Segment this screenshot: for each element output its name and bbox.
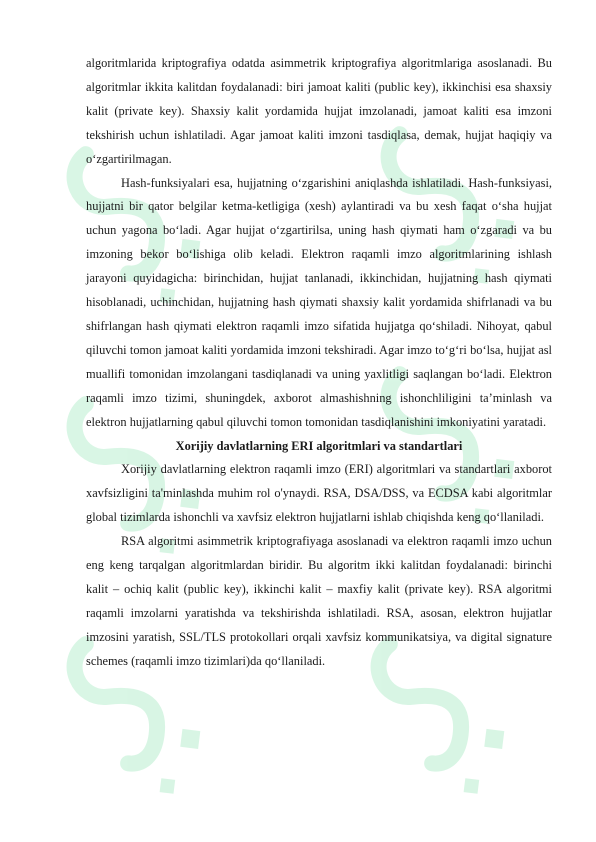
section-heading: Xorijiy davlatlarning ERI algoritmlari va standartlari [175, 438, 463, 453]
paragraph: Hash-funksiyalari esa, hujjatning o‘zgarishini aniqlashda ishlatiladi. Hash-funksiyasi, hujjatni bir qator belgilar ketma-ketligiga (xesh) aylantiradi va bu xesh faqat o‘sha hujjat uchun yagona bo‘ladi. Agar hujjat o‘zgartirilsa, uning hash qiymati ham o‘zgaradi va bu imzoning bekor bo‘lishiga olib keladi. Elektron raqamli imzo algoritmlarining ishlash jarayoni quyidagicha: birinchidan, hujjat tanlanadi, ikkinchidan, hujjatning hash qiymati hisoblanadi, uchinchidan, hujjatning hash qiymati shaxsiy kalit yordamida shifrlanadi va bu shifrlangan hash qiymati elektron raqamli imzo sifatida hujjatga qo‘shiladi. Nihoyat, qabul qiluvchi tomon jamoat kaliti yordamida imzoni tekshiradi. Agar imzo to‘g‘ri bo‘lsa, hujjat asl muallifi tomonidan imzolangani tasdiqlanadi va uning yaxlitligi saqlangan bo‘ladi. Elektron raqamli imzo tizimi, shuningdek, axborot almashishning ishonchliligini ta’minlash va elektron hujjatlarning qabul qiluvchi tomon tomonidan tasdiqlanishini imkoniyatini yaratadi. [86, 175, 552, 429]
document-body [86, 52, 552, 674]
paragraph: RSA algoritmi asimmetrik kriptografiyaga asoslanadi va elektron raqamli imzo uchun eng keng tarqalgan algoritmlardan biridir. Bu algoritm ikki kalitdan foydalanadi: birinchi kalit – ochiq kalit (public key), ikkinchi kalit – maxfiy kalit (private key). RSA algoritmi raqamli imzolarni yaratishda va tekshirishda ishlatiladi. RSA, asosan, elektron hujjatlar imzosini yaratish, SSL/TLS protokollari orqali xavfsiz kommunikatsiya, va digital signature schemes (raqamli imzo tizimlari)da qo‘llaniladi. [86, 534, 552, 668]
paragraph: Xorijiy davlatlarning elektron raqamli imzo (ERI) algoritmlari va standartlari axborot xavfsizligini ta'minlashda muhim rol o'ynaydi. RSA, DSA/DSS, va ECDSA kabi algoritmlar global tizimlarda ishonchli va xavfsiz elektron hujjatlarni ishlab chiqishda keng qo‘llaniladi. [86, 462, 552, 525]
paragraph: algoritmlarida kriptografiya odatda asimmetrik kriptografiya algoritmlariga asoslanadi. Bu algoritmlar ikkita kalitdan foydalanadi: biri jamoat kaliti (public key), ikkinchisi esa shaxsiy kalit (private key). Shaxsiy kalit yordamida hujjat imzolanadi, jamoat kaliti esa imzoni tekshirish uchun ishlatiladi. Agar jamoat kaliti imzoni tasdiqlasa, demak, hujjat haqiqiy va o‘zgartirilmagan. [86, 56, 552, 166]
